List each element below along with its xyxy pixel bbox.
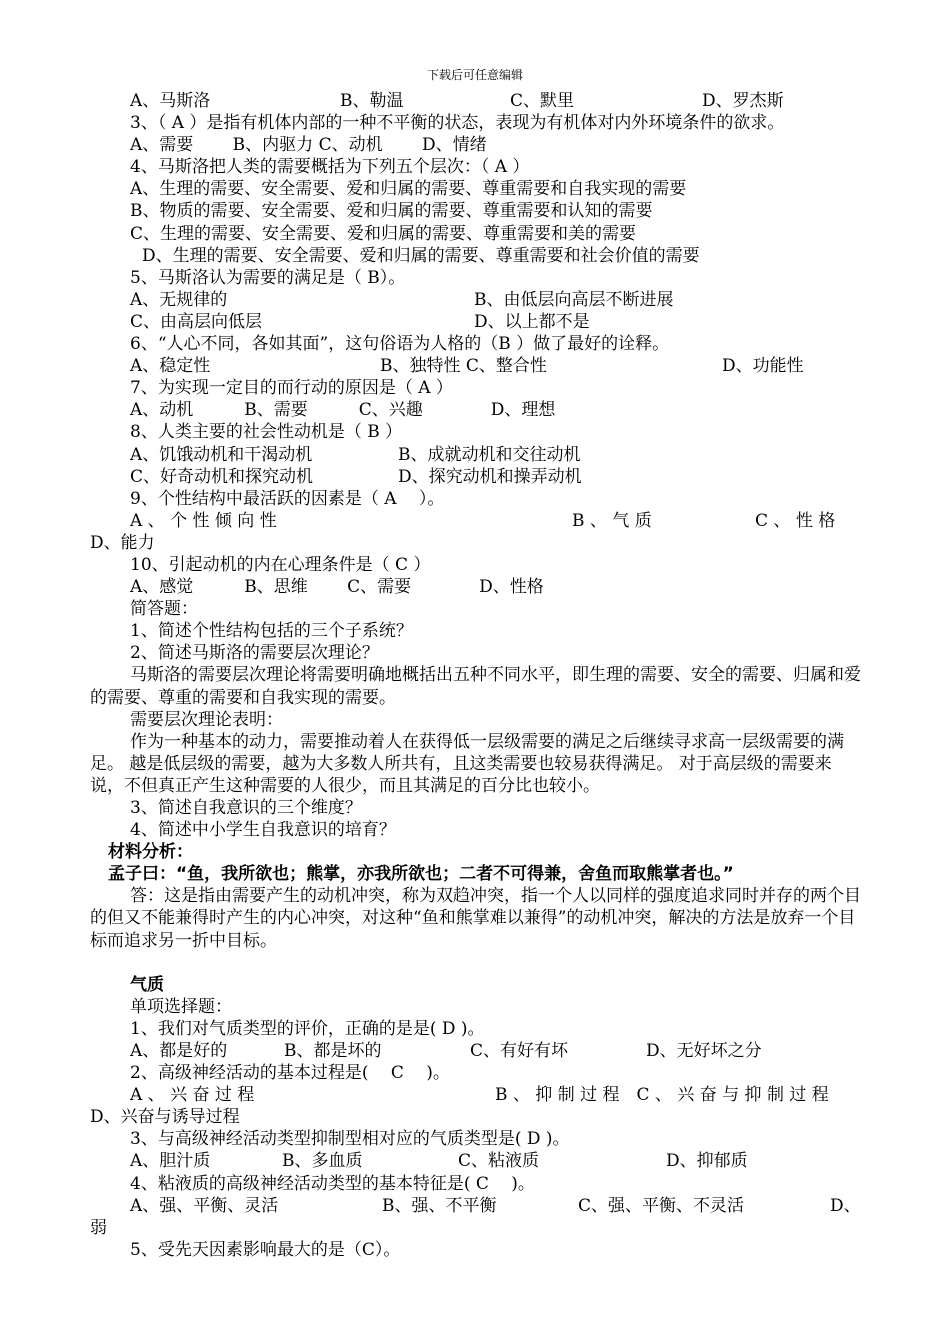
section-heading: 气质 bbox=[130, 974, 164, 995]
option-a: A、都是好的 bbox=[130, 1040, 228, 1061]
option-b-c: B 、 抑 制 过 程 C 、 兴 奋 与 抑 制 过 程 bbox=[495, 1085, 829, 1106]
option-d: D、抑郁质 bbox=[666, 1151, 748, 1172]
question: 1、简述个性结构包括的三个子系统？ bbox=[130, 621, 413, 642]
options-row bbox=[90, 1195, 862, 1217]
question: 7、为实现一定目的而行动的原因是（ A ） bbox=[130, 378, 453, 399]
option-d: D、兴奋与诱导过程 bbox=[90, 1107, 240, 1128]
option-c: C 、 性 格 bbox=[755, 510, 836, 531]
option-line: C、生理的需要、安全需要、爱和归属的需要、尊重需要和美的需要 bbox=[130, 223, 637, 244]
option-b: B、都是坏的 bbox=[284, 1040, 382, 1061]
option-a: A、无规律的 bbox=[130, 289, 228, 310]
option-line: B、物质的需要、安全需要、爱和归属的需要、尊重需要和认知的需要 bbox=[130, 201, 653, 222]
question: 6、“人心不同，各如其面”，这句俗语为人格的（B ）做了最好的诠释。 bbox=[130, 334, 670, 355]
options-row bbox=[90, 289, 862, 311]
question: 3、与高级神经活动类型抑制型相对应的气质类型是( D )。 bbox=[130, 1129, 570, 1150]
quote: 孟子曰：“鱼，我所欲也；熊掌，亦我所欲也；二者不可得兼，舍鱼而取熊掌者也。” bbox=[108, 864, 734, 885]
option-b: B 、 气 质 bbox=[572, 510, 652, 531]
question: 3、（ A ）是指有机体内部的一种不平衡的状态，表现为有机体对内外环境条件的欲求。 bbox=[130, 113, 785, 134]
option-a: A 、 兴 奋 过 程 bbox=[130, 1085, 255, 1106]
question: 4、简述中小学生自我意识的培育？ bbox=[130, 820, 396, 841]
question: 5、马斯洛认为需要的满足是（ B）。 bbox=[130, 267, 406, 288]
answer-paragraph: 马斯洛的需要层次理论将需要明确地概括出五种不同水平，即生理的需要、安全的需要、归属和爱的需要、尊重的需要和自我实现的需要。 bbox=[90, 665, 861, 708]
option-line: D、生理的需要、安全需要、爱和归属的需要、尊重需要和社会价值的需要 bbox=[142, 245, 700, 266]
option-a: A、强、平衡、灵活 bbox=[130, 1195, 279, 1216]
answer-line: 需要层次理论表明： bbox=[130, 709, 283, 730]
option-a: A、饥饿动机和干渴动机 bbox=[130, 444, 313, 465]
option-d-continued: 弱 bbox=[90, 1217, 107, 1238]
option-c: C、好奇动机和探究动机 bbox=[130, 466, 314, 487]
options-row bbox=[90, 1040, 862, 1062]
option-a: A、稳定性 bbox=[130, 356, 211, 377]
options-row bbox=[90, 1084, 862, 1106]
option-a: A 、 个 性 倾 向 性 bbox=[130, 510, 277, 531]
blank-line bbox=[90, 952, 862, 974]
options-row: A、动机 B、需要 C、兴趣 D、理想 bbox=[130, 400, 556, 421]
section-heading: 简答题： bbox=[130, 599, 198, 620]
option-d: D、罗杰斯 bbox=[702, 91, 784, 111]
question: 2、高级神经活动的基本过程是( C )。 bbox=[130, 1063, 450, 1084]
answer-paragraph: 作为一种基本的动力，需要推动着人在获得低一层级需要的满足之后继续寻求高一层级需要的满足。 越是低层级的需要，越为大多数人所共有，且这类需要也较易获得满足。 对于高层级的需要来说，不但真正产生这种需要的人很少，而且其满足的百分比也较小。 bbox=[90, 731, 844, 796]
options-row bbox=[90, 90, 862, 112]
question: 5、受先天因素影响最大的是（C）。 bbox=[130, 1239, 401, 1260]
section-heading: 材料分析： bbox=[108, 842, 193, 863]
question: 8、人类主要的社会性动机是（ B ） bbox=[130, 422, 403, 443]
option-d: D、探究动机和操弄动机 bbox=[398, 466, 582, 487]
options-row bbox=[90, 311, 862, 333]
option-b: B、独特性 C、整合性 bbox=[380, 356, 547, 377]
option-b: B、强、不平衡 bbox=[382, 1195, 497, 1216]
option-b: B、勒温 bbox=[340, 91, 404, 111]
answer-paragraph: 答：这是指由需要产生的动机冲突，称为双趋冲突，指一个人以同样的强度追求同时并存的两个目的但又不能兼得时产生的内心冲突，对这种“鱼和熊掌难以兼得”的动机冲突，解决的方法是放弃一个目标而追求另一折中目标。 bbox=[90, 886, 861, 951]
option-a: A、马斯洛 bbox=[130, 91, 211, 111]
option-b: B、多血质 bbox=[282, 1151, 363, 1172]
options-row bbox=[90, 1150, 862, 1172]
option-line: A、生理的需要、安全需要、爱和归属的需要、尊重需要和自我实现的需要 bbox=[130, 179, 687, 200]
options-row: A、感觉 B、思维 C、需要 D、性格 bbox=[130, 577, 544, 598]
option-a: A、胆汁质 bbox=[130, 1151, 211, 1172]
option-c: C、由高层向低层 bbox=[130, 311, 263, 332]
options-row: A、需要 B、内驱力 C、动机 D、情绪 bbox=[130, 135, 487, 156]
question: 3、简述自我意识的三个维度？ bbox=[130, 798, 362, 818]
option-b: B、由低层向高层不断进展 bbox=[474, 289, 674, 310]
option-d: D、功能性 bbox=[722, 356, 804, 377]
option-d: D、以上都不是 bbox=[474, 311, 590, 332]
page-header: 下载后可任意编辑 bbox=[426, 68, 523, 82]
options-row bbox=[90, 355, 862, 377]
option-c: C、有好有坏 bbox=[470, 1040, 569, 1061]
question: 2、简述马斯洛的需要层次理论？ bbox=[130, 643, 379, 664]
option-d: D、无好坏之分 bbox=[646, 1040, 762, 1061]
section-heading: 单项选择题： bbox=[130, 996, 232, 1017]
question: 4、粘液质的高级神经活动类型的基本特征是( C )。 bbox=[130, 1173, 535, 1194]
question: 1、我们对气质类型的评价，正确的是是( D )。 bbox=[130, 1018, 485, 1039]
question: 10、引起动机的内在心理条件是（ C ） bbox=[130, 554, 431, 575]
option-c: C、强、平衡、不灵活 bbox=[578, 1195, 745, 1216]
options-row bbox=[90, 510, 862, 532]
option-b: B、成就动机和交往动机 bbox=[398, 444, 581, 465]
question: 4、马斯洛把人类的需要概括为下列五个层次：（ A ） bbox=[130, 157, 530, 178]
option-c: C、默里 bbox=[510, 91, 575, 111]
document-body bbox=[90, 90, 862, 1261]
options-row bbox=[90, 444, 862, 466]
option-d: D、 bbox=[830, 1195, 861, 1216]
option-c: C、粘液质 bbox=[458, 1151, 540, 1172]
options-row bbox=[90, 466, 862, 488]
option-d: D、能力 bbox=[90, 532, 155, 553]
question: 9、个性结构中最活跃的因素是（ A ）。 bbox=[130, 488, 445, 509]
